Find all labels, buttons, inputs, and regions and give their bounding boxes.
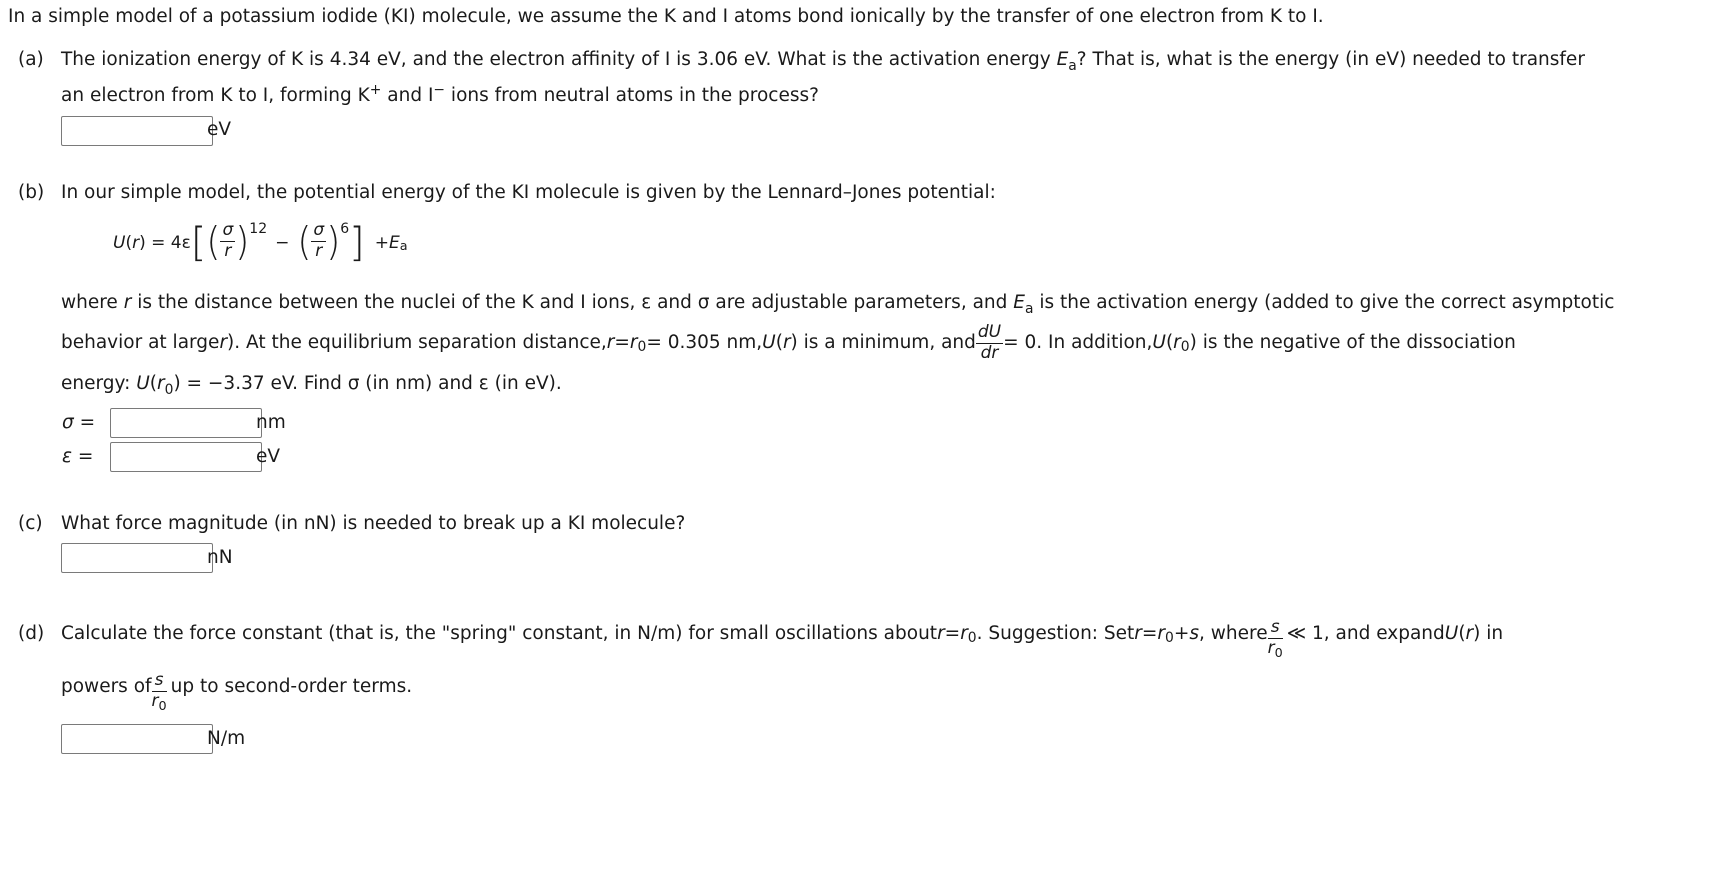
answer-input-c[interactable]: [61, 543, 213, 573]
unit-label-ev-b: eV: [256, 446, 281, 467]
part-c-question: What force magnitude (in nN) is needed to break up a KI molecule?: [61, 513, 686, 534]
unit-label-nn: nN: [207, 547, 233, 568]
part-d-tag: (d): [18, 623, 45, 644]
answer-input-epsilon[interactable]: [110, 442, 262, 472]
sigma-over-r-fraction: $\frac{\sigma}{r}$: [222, 219, 234, 261]
part-a-line2: an electron from K to I, forming K+ and I− ions from neutral atoms in the process?: [61, 82, 819, 106]
answer-input-a[interactable]: [61, 116, 213, 146]
part-d-line2: powers of $\frac{s}{r_0}$ up to second-order terms.: [61, 669, 413, 714]
part-b-para-line2: behavior at large r ). At the equilibrium separation distance, r = r 0 = 0.305 nm, U ( r ) is a minimum, and $\frac{dU}{dr}$ = 0. In addition, U ( r 0 ) is the negative of the dissociation: [61, 321, 1516, 363]
right-bracket: ]: [349, 220, 365, 266]
unit-label-nm-per-m: N/m: [207, 728, 246, 749]
left-bracket: [: [190, 220, 207, 266]
part-a-tag: (a): [18, 49, 44, 70]
part-b-intro: In our simple model, the potential energy of the KI molecule is given by the Lennard–Jones potential:: [61, 182, 996, 203]
part-a-line1: The ionization energy of K is 4.34 eV, and the electron affinity of I is 3.06 eV. What is the activation energy $E_a$? That is, what is the energy (in eV) needed to transfer: [61, 49, 1585, 74]
answer-input-d[interactable]: [61, 724, 213, 754]
epsilon-label: ε =: [62, 446, 94, 467]
s-over-r0-fraction-2: $\frac{s}{r_0}$: [151, 669, 167, 714]
problem-intro: In a simple model of a potassium iodide (KI) molecule, we assume the K and I atoms bond ionically by the transfer of one electron from K to I.: [8, 6, 1324, 27]
unit-label-nm: nm: [256, 412, 286, 433]
lennard-jones-equation: U ( r ) = 4ε [ ( $\frac{\sigma}{r}$ ) 12 − ( $\frac{\sigma}{r}$ ) 6 ] + E a: [113, 219, 408, 266]
sigma-over-r-fraction-2: $\frac{\sigma}{r}$: [313, 219, 325, 261]
unit-label-a: eV: [207, 119, 232, 140]
part-b-tag: (b): [18, 182, 45, 203]
du-dr-fraction: $\frac{dU}{dr}$: [977, 321, 1002, 363]
s-over-r0-fraction: $\frac{s}{r_0}$: [1267, 616, 1283, 661]
part-c-tag: (c): [18, 513, 43, 534]
part-b-para-line1: where r is the distance between the nuclei of the K and I ions, ε and σ are adjustable parameters, and $E_a$ is the activation energy (added to give the correct asymptotic: [61, 292, 1615, 317]
part-b-para-line3: energy: $U(r_0) = -3.37$ eV. Find σ (in nm) and ε (in eV).: [61, 373, 562, 398]
part-d-line1: Calculate the force constant (that is, the "spring" constant, in N/m) for small oscillations about r = r 0 . Suggestion: Set r = r 0 + s , where $\frac{s}{r_0}$ ≪ 1, and expand U ( r ) in: [61, 616, 1504, 661]
answer-input-sigma[interactable]: [110, 408, 262, 438]
sigma-label: σ =: [62, 412, 96, 433]
